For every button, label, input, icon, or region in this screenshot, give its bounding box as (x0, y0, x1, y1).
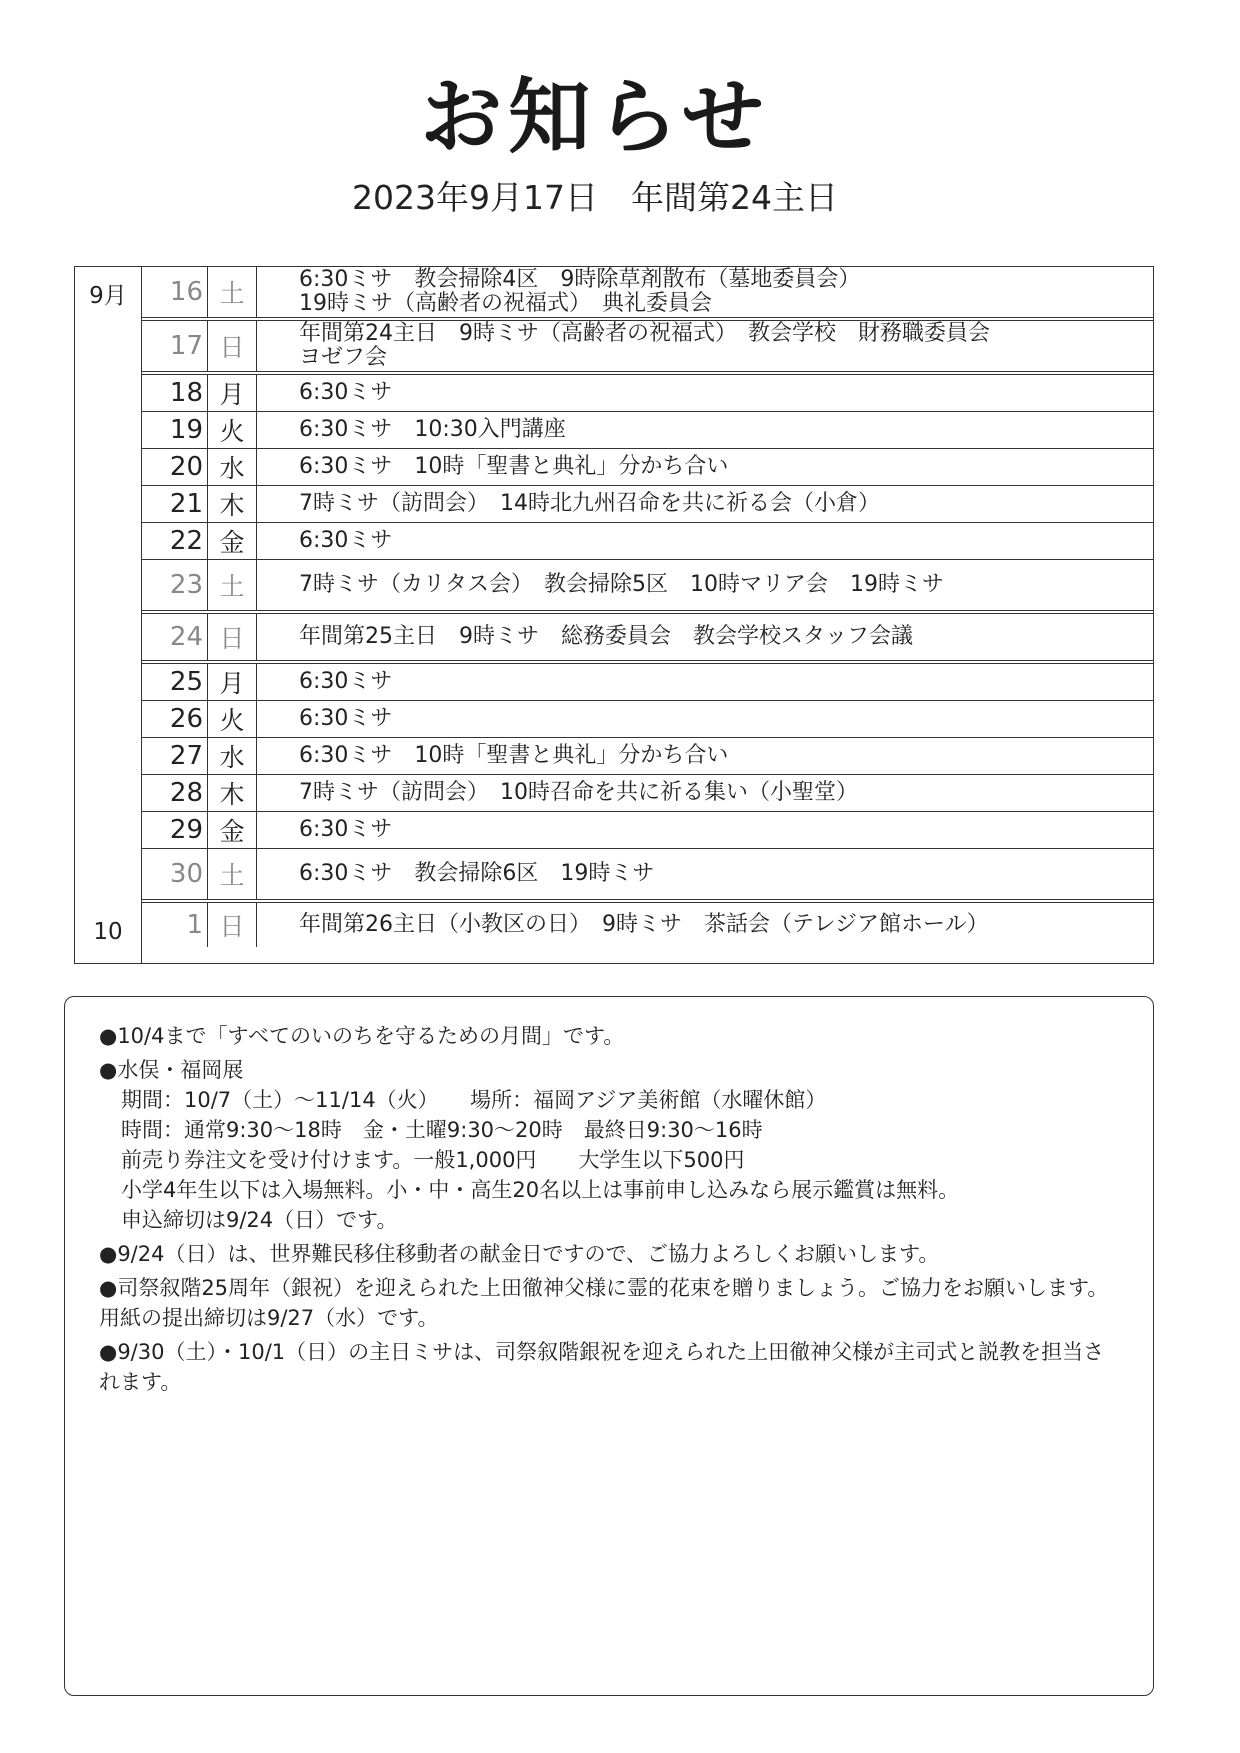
day-number: 25 (169, 667, 203, 697)
day-number: 17 (169, 331, 203, 361)
event-line: 6:30ミサ (299, 380, 393, 405)
day-number: 30 (169, 859, 203, 889)
schedule-row (141, 486, 1153, 523)
day-events (257, 560, 1153, 610)
schedule-row (141, 903, 1153, 947)
day-number: 21 (169, 489, 203, 519)
day-events (257, 738, 1153, 774)
notice-minamata-tickets: 前売り券注文を受け付けます。一般1,000円 大学生以下500円 (121, 1148, 745, 1172)
schedule-row (141, 560, 1153, 610)
event-line: 年間第25主日 9時ミサ 総務委員会 教会学校スタッフ会議 (299, 624, 913, 649)
event-line: 6:30ミサ 10時「聖書と典礼」分かち合い (299, 454, 729, 479)
day-events (257, 412, 1153, 448)
day-events (257, 267, 1153, 317)
day-events (257, 375, 1153, 411)
schedule-table (74, 266, 1154, 964)
notice-refugee-collection: ●9/24（日）は、世界難民移住移動者の献金日ですので、ご協力よろしくお願いします。 (99, 1242, 940, 1266)
day-number: 18 (169, 378, 203, 408)
day-number: 16 (169, 277, 203, 307)
event-line: 7時ミサ（訪問会） 14時北九州召命を共に祈る会（小倉） (299, 491, 880, 516)
day-of-week: 金 (207, 812, 257, 848)
event-line: 6:30ミサ 教会掃除4区 9時除草剤散布（墓地委員会） (299, 267, 861, 292)
day-events (257, 701, 1153, 737)
event-line: 6:30ミサ (299, 706, 393, 731)
schedule-row (141, 849, 1153, 899)
schedule-row (141, 775, 1153, 812)
day-of-week: 木 (207, 486, 257, 522)
event-line: 6:30ミサ (299, 528, 393, 553)
notice-minamata-deadline: 申込締切は9/24（日）です。 (121, 1208, 398, 1232)
day-of-week: 月 (207, 664, 257, 700)
schedule-row (141, 449, 1153, 486)
schedule-week (141, 899, 1153, 947)
day-number: 1 (186, 910, 203, 940)
day-number: 24 (169, 622, 203, 652)
schedule-row (141, 664, 1153, 701)
day-events (257, 321, 1153, 371)
event-line: 6:30ミサ 10:30入門講座 (299, 417, 566, 442)
notice-minamata-title: ●水俣・福岡展 (99, 1058, 244, 1082)
schedule-row (141, 738, 1153, 775)
day-events (257, 664, 1153, 700)
page-title: お知らせ (420, 70, 770, 165)
schedule-row (141, 523, 1153, 560)
schedule-week (141, 371, 1153, 610)
day-of-week: 火 (207, 701, 257, 737)
notice-box (64, 996, 1154, 1696)
page-subtitle: 2023年9月17日 年間第24主日 (352, 178, 838, 217)
day-events (257, 849, 1153, 899)
event-line: 年間第26主日（小教区の日） 9時ミサ 茶話会（テレジア館ホール） (299, 912, 989, 937)
event-line: 年間第24主日 9時ミサ（高齢者の祝福式） 教会学校 財務職委員会 (299, 321, 990, 346)
schedule-week (141, 267, 1153, 317)
schedule-row (141, 812, 1153, 849)
schedule-week (141, 317, 1153, 371)
schedule-row (141, 701, 1153, 738)
event-line: 6:30ミサ (299, 817, 393, 842)
day-of-week: 水 (207, 738, 257, 774)
event-line: ヨゼフ会 (299, 345, 388, 370)
event-line: 6:30ミサ 教会掃除6区 19時ミサ (299, 861, 655, 886)
day-of-week: 土 (207, 267, 257, 317)
day-number: 19 (169, 415, 203, 445)
notice-minamata-free-entry: 小学4年生以下は入場無料。小・中・高生20名以上は事前申し込みなら展示鑑賞は無料。 (121, 1178, 960, 1202)
day-number: 22 (169, 526, 203, 556)
day-events (257, 812, 1153, 848)
notice-minamata-period: 期間：10/7（土）～11/14（火） 場所：福岡アジア美術館（水曜休館） (121, 1088, 827, 1112)
month-column (75, 267, 142, 963)
day-events (257, 486, 1153, 522)
day-of-week: 土 (207, 849, 257, 899)
schedule-row (141, 375, 1153, 412)
event-line: 6:30ミサ (299, 669, 393, 694)
day-of-week: 土 (207, 560, 257, 610)
schedule-week (141, 610, 1153, 660)
day-events (257, 903, 1153, 947)
schedule-row (141, 321, 1153, 371)
day-number: 29 (169, 815, 203, 845)
day-number: 20 (169, 452, 203, 482)
month-label-october: 10 (93, 919, 123, 945)
schedule-week (141, 660, 1153, 899)
day-of-week: 木 (207, 775, 257, 811)
day-number: 26 (169, 704, 203, 734)
day-of-week: 月 (207, 375, 257, 411)
day-of-week: 日 (207, 321, 257, 371)
notice-minamata-hours: 時間：通常9:30～18時 金・土曜9:30～20時 最終日9:30～16時 (121, 1118, 763, 1142)
day-of-week: 日 (207, 614, 257, 660)
day-number: 28 (169, 778, 203, 808)
notice-spiritual-bouquet: ●司祭叙階25周年（銀祝）を迎えられた上田徹神父様に霊的花束を贈りましょう。ご協力をお願いします。用紙の提出締切は9/27（水）です。 (99, 1276, 1109, 1330)
schedule-row (141, 267, 1153, 317)
schedule-row (141, 614, 1153, 660)
event-line: 7時ミサ（訪問会） 10時召命を共に祈る集い（小聖堂） (299, 780, 858, 805)
day-events (257, 775, 1153, 811)
day-events (257, 449, 1153, 485)
day-number: 27 (169, 741, 203, 771)
day-events (257, 614, 1153, 660)
notice-respect-life-month: ●10/4まで「すべてのいのちを守るための月間」です。 (99, 1024, 625, 1048)
event-line: 6:30ミサ 10時「聖書と典礼」分かち合い (299, 743, 729, 768)
event-line: 7時ミサ（カリタス会） 教会掃除5区 10時マリア会 19時ミサ (299, 572, 944, 597)
day-of-week: 水 (207, 449, 257, 485)
notice-anniversary-mass: ●9/30（土）・10/1（日）の主日ミサは、司祭叙階銀祝を迎えられた上田徹神父様が主司式と説教を担当されます。 (99, 1340, 1105, 1394)
day-number: 23 (169, 570, 203, 600)
day-of-week: 金 (207, 523, 257, 559)
day-of-week: 火 (207, 412, 257, 448)
event-line: 19時ミサ（高齢者の祝福式） 典礼委員会 (299, 291, 712, 316)
day-events (257, 523, 1153, 559)
schedule-row (141, 412, 1153, 449)
month-label-september: 9月 (89, 283, 127, 309)
day-of-week: 日 (207, 903, 257, 947)
